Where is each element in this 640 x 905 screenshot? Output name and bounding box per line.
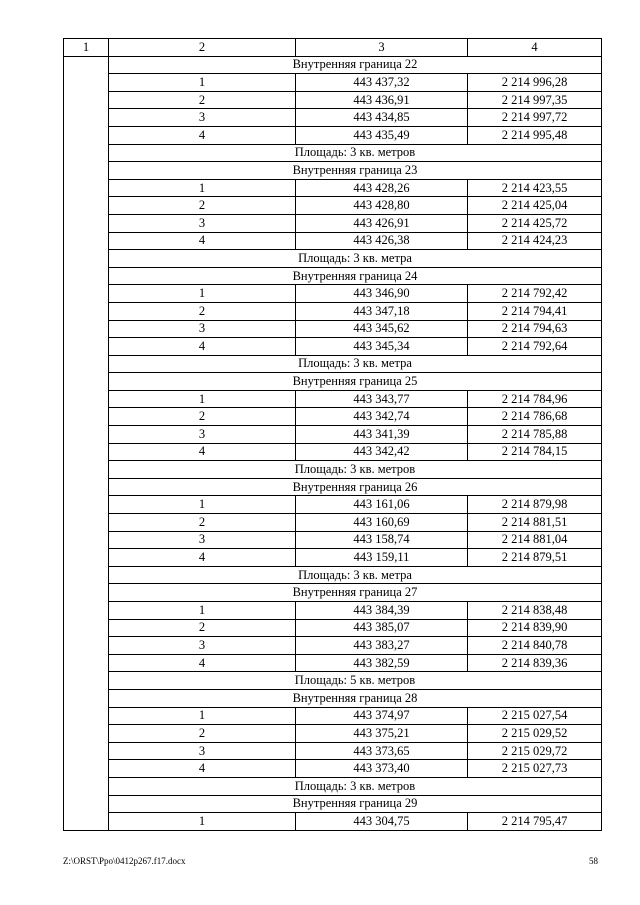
coordinate-y: 2 215 027,73 [468, 760, 602, 778]
coordinate-y: 2 214 425,04 [468, 197, 602, 215]
table-row [64, 531, 602, 549]
coordinate-x: 443 375,21 [296, 725, 468, 743]
point-number: 1 [109, 285, 296, 303]
table-row [64, 390, 602, 408]
point-number: 1 [109, 74, 296, 92]
point-number: 4 [109, 126, 296, 144]
group-title: Внутренняя граница 22 [109, 56, 602, 74]
table-row [64, 602, 602, 620]
group-title: Внутренняя граница 27 [109, 584, 602, 602]
table-row [64, 338, 602, 356]
table-row [64, 742, 602, 760]
point-number: 2 [109, 408, 296, 426]
table-row [64, 637, 602, 655]
group-area-row [64, 461, 602, 479]
coordinate-x: 443 159,11 [296, 549, 468, 567]
table-row [64, 74, 602, 92]
point-number: 3 [109, 637, 296, 655]
coordinate-y: 2 214 997,72 [468, 109, 602, 127]
coordinate-y: 2 214 879,51 [468, 549, 602, 567]
coordinate-x: 443 373,40 [296, 760, 468, 778]
table-row [64, 426, 602, 444]
point-number: 1 [109, 179, 296, 197]
table-row [64, 760, 602, 778]
point-number: 4 [109, 443, 296, 461]
group-title: Внутренняя граница 23 [109, 162, 602, 180]
table-row [64, 496, 602, 514]
point-number: 2 [109, 91, 296, 109]
coordinate-y: 2 214 792,42 [468, 285, 602, 303]
table-row [64, 707, 602, 725]
coordinate-x: 443 435,49 [296, 126, 468, 144]
group-area: Площадь: 3 кв. метров [109, 777, 602, 795]
point-number: 2 [109, 302, 296, 320]
coordinate-y: 2 214 785,88 [468, 426, 602, 444]
merged-first-column-cell [64, 56, 109, 830]
coordinate-y: 2 214 792,64 [468, 338, 602, 356]
point-number: 4 [109, 338, 296, 356]
coordinate-x: 443 434,85 [296, 109, 468, 127]
table-row [64, 514, 602, 532]
coordinate-y: 2 215 027,54 [468, 707, 602, 725]
coordinate-x: 443 304,75 [296, 813, 468, 831]
table-row [64, 179, 602, 197]
coordinate-y: 2 214 839,36 [468, 654, 602, 672]
point-number: 4 [109, 232, 296, 250]
coordinate-x: 443 347,18 [296, 302, 468, 320]
group-title-row [64, 56, 602, 74]
coordinate-x: 443 160,69 [296, 514, 468, 532]
coordinate-y: 2 214 839,90 [468, 619, 602, 637]
coordinate-y: 2 214 784,15 [468, 443, 602, 461]
point-number: 4 [109, 654, 296, 672]
coordinate-y: 2 214 881,04 [468, 531, 602, 549]
group-area-row [64, 250, 602, 268]
header-cell: 4 [468, 39, 602, 57]
point-number: 4 [109, 549, 296, 567]
group-title: Внутренняя граница 29 [109, 795, 602, 813]
coordinate-x: 443 161,06 [296, 496, 468, 514]
header-cell: 2 [109, 39, 296, 57]
point-number: 3 [109, 531, 296, 549]
point-number: 3 [109, 214, 296, 232]
coordinate-x: 443 436,91 [296, 91, 468, 109]
point-number: 2 [109, 197, 296, 215]
point-number: 3 [109, 320, 296, 338]
table-row [64, 214, 602, 232]
group-area: Площадь: 5 кв. метров [109, 672, 602, 690]
group-area-row [64, 672, 602, 690]
group-title-row [64, 373, 602, 391]
coordinate-x: 443 374,97 [296, 707, 468, 725]
coordinate-x: 443 428,26 [296, 179, 468, 197]
table-row [64, 232, 602, 250]
coordinate-y: 2 214 425,72 [468, 214, 602, 232]
group-area-row [64, 355, 602, 373]
group-area: Площадь: 3 кв. метров [109, 144, 602, 162]
coordinate-x: 443 428,80 [296, 197, 468, 215]
footer-file-path: Z:\ORST\Ppo\0412p267.f17.docx [63, 856, 186, 866]
coordinate-y: 2 214 995,48 [468, 126, 602, 144]
table-row [64, 302, 602, 320]
coordinate-x: 443 342,74 [296, 408, 468, 426]
coordinate-y: 2 214 795,47 [468, 813, 602, 831]
coordinate-y: 2 214 838,48 [468, 602, 602, 620]
table-row [64, 549, 602, 567]
table-row [64, 91, 602, 109]
coordinate-x: 443 383,27 [296, 637, 468, 655]
point-number: 4 [109, 760, 296, 778]
group-title-row [64, 267, 602, 285]
group-title: Внутренняя граница 26 [109, 478, 602, 496]
table-row [64, 109, 602, 127]
coordinate-y: 2 214 879,98 [468, 496, 602, 514]
coordinate-x: 443 426,38 [296, 232, 468, 250]
point-number: 1 [109, 390, 296, 408]
group-title-row [64, 795, 602, 813]
table-row [64, 126, 602, 144]
boundary-coordinates-table [63, 38, 602, 831]
coordinate-y: 2 214 840,78 [468, 637, 602, 655]
point-number: 1 [109, 813, 296, 831]
group-title: Внутренняя граница 28 [109, 689, 602, 707]
group-area-row [64, 566, 602, 584]
coordinate-x: 443 158,74 [296, 531, 468, 549]
group-area: Площадь: 3 кв. метров [109, 461, 602, 479]
table-header-row [64, 39, 602, 57]
coordinate-x: 443 341,39 [296, 426, 468, 444]
point-number: 2 [109, 514, 296, 532]
coordinate-y: 2 214 784,96 [468, 390, 602, 408]
group-title: Внутренняя граница 25 [109, 373, 602, 391]
header-cell: 3 [296, 39, 468, 57]
group-title-row [64, 162, 602, 180]
coordinate-x: 443 346,90 [296, 285, 468, 303]
table-row [64, 197, 602, 215]
coordinate-x: 443 342,42 [296, 443, 468, 461]
group-title-row [64, 584, 602, 602]
coordinate-x: 443 343,77 [296, 390, 468, 408]
coordinate-y: 2 215 029,72 [468, 742, 602, 760]
point-number: 2 [109, 619, 296, 637]
table-row [64, 725, 602, 743]
group-title: Внутренняя граница 24 [109, 267, 602, 285]
table-row [64, 654, 602, 672]
point-number: 3 [109, 742, 296, 760]
table-row [64, 813, 602, 831]
group-area-row [64, 777, 602, 795]
coordinate-x: 443 345,34 [296, 338, 468, 356]
table-row [64, 285, 602, 303]
coordinate-y: 2 214 786,68 [468, 408, 602, 426]
point-number: 3 [109, 426, 296, 444]
coordinate-y: 2 214 423,55 [468, 179, 602, 197]
coordinate-y: 2 214 794,41 [468, 302, 602, 320]
coordinate-x: 443 382,59 [296, 654, 468, 672]
coordinate-y: 2 214 997,35 [468, 91, 602, 109]
group-area: Площадь: 3 кв. метра [109, 566, 602, 584]
coordinate-x: 443 345,62 [296, 320, 468, 338]
coordinate-y: 2 214 794,63 [468, 320, 602, 338]
group-title-row [64, 689, 602, 707]
coordinate-y: 2 214 881,51 [468, 514, 602, 532]
point-number: 1 [109, 602, 296, 620]
coordinate-x: 443 426,91 [296, 214, 468, 232]
table-row [64, 443, 602, 461]
coordinate-y: 2 214 424,23 [468, 232, 602, 250]
coordinate-x: 443 384,39 [296, 602, 468, 620]
point-number: 1 [109, 496, 296, 514]
table-row [64, 408, 602, 426]
point-number: 1 [109, 707, 296, 725]
header-cell: 1 [64, 39, 109, 57]
group-area-row [64, 144, 602, 162]
table-row [64, 619, 602, 637]
group-area: Площадь: 3 кв. метра [109, 355, 602, 373]
point-number: 2 [109, 725, 296, 743]
coordinate-y: 2 214 996,28 [468, 74, 602, 92]
coordinate-x: 443 437,32 [296, 74, 468, 92]
group-area: Площадь: 3 кв. метра [109, 250, 602, 268]
point-number: 3 [109, 109, 296, 127]
group-title-row [64, 478, 602, 496]
coordinate-y: 2 215 029,52 [468, 725, 602, 743]
footer-page-number: 58 [589, 856, 598, 866]
coordinate-x: 443 373,65 [296, 742, 468, 760]
coordinate-x: 443 385,07 [296, 619, 468, 637]
table-row [64, 320, 602, 338]
